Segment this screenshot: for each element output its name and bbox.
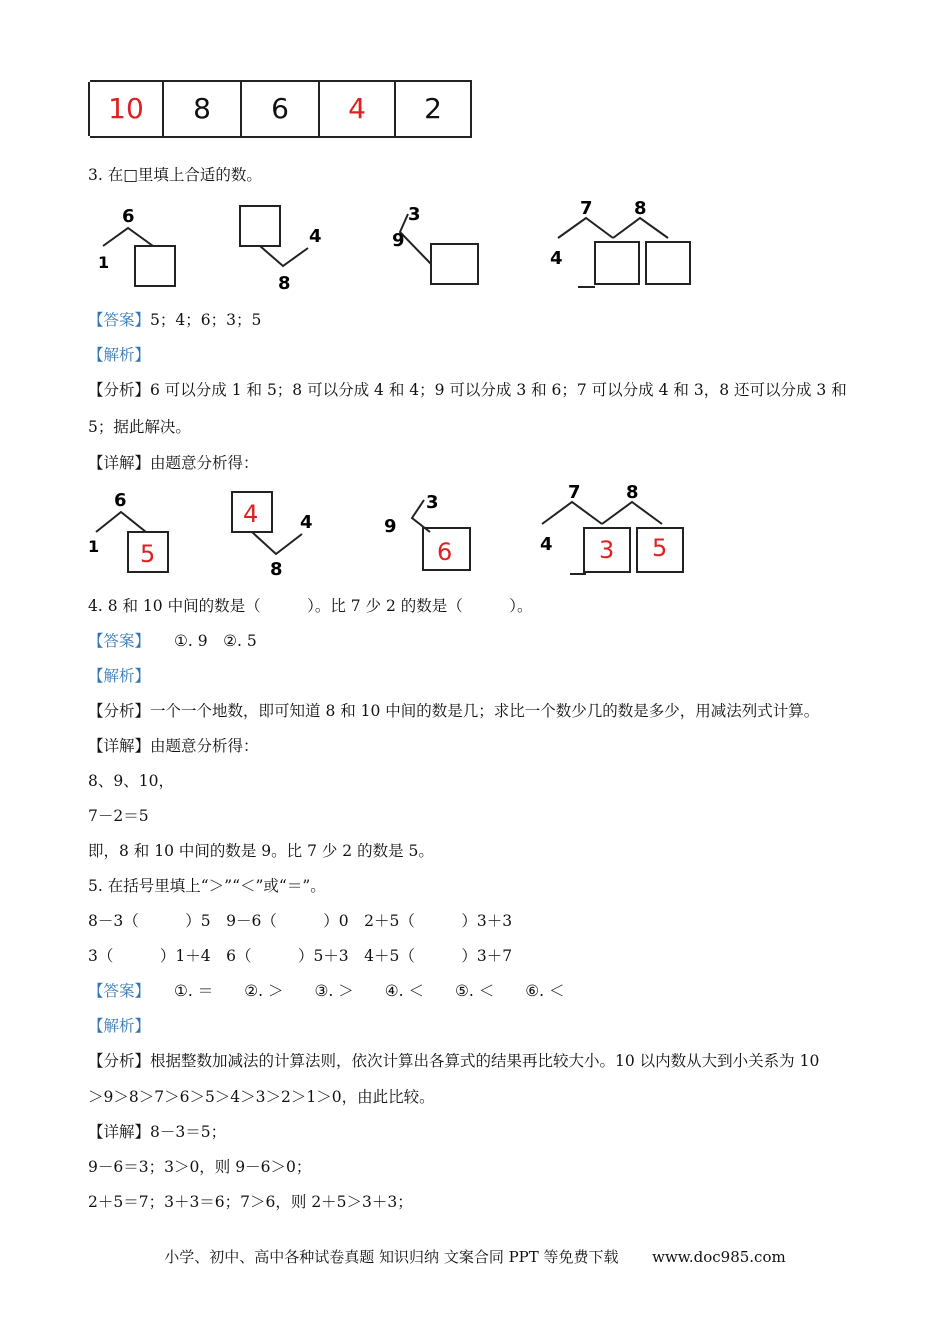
q4-answer: 【答案】 ①. 9 ②. 5 [88, 632, 257, 650]
number-strip [90, 80, 472, 138]
page-footer [0, 1246, 950, 1267]
q3-num-3: 3 [408, 204, 421, 225]
q3-num-6: 6 [122, 206, 135, 227]
q5-answer: 【答案】 ①. ＝ ②. ＞ ③. ＞ ④. ＜ ⑤. ＜ ⑥. ＜ [88, 982, 565, 1000]
q3-fenxi: 【分析】6 可以分成 1 和 5；8 可以分成 4 和 4；9 可以分成 3 和 6；7 可以分成 4 和 3，8 还可以分成 3 和 [88, 381, 847, 399]
q3-num-9: 9 [392, 230, 405, 251]
strip-cell-5: 2 [424, 92, 442, 125]
solution-num-6: 6 [114, 490, 127, 511]
strip-cell-3: 6 [271, 92, 289, 125]
q3-analysis-label: 【解析】 [88, 346, 151, 364]
q3-xiangjie: 【详解】由题意分析得： [88, 454, 259, 472]
solution-num-9: 9 [384, 516, 397, 537]
q3-num-7: 7 [580, 198, 593, 219]
solution-filled-5a: 5 [140, 540, 156, 568]
q5-xiangjie: 【详解】8－3＝5； [88, 1123, 227, 1141]
q3-num-4b: 4 [550, 248, 563, 269]
solution-filled-3: 3 [599, 536, 615, 564]
q4-fenxi: 【分析】一个一个地数，即可知道 8 和 10 中间的数是几；求比一个数少几的数是多少，用减法列式计算。 [88, 702, 820, 720]
q5-fenxi: 【分析】根据整数加减法的计算法则，依次计算出各算式的结果再比较大小。10 以内数从大到小关系为 10 [88, 1052, 820, 1070]
strip-cell-4: 4 [348, 92, 366, 125]
q3-solution-figure [84, 482, 704, 580]
solution-num-8b: 8 [626, 482, 639, 503]
solution-num-3: 3 [426, 492, 439, 513]
footer-link[interactable]: www.doc985.com [652, 1248, 786, 1266]
solution-num-7: 7 [568, 482, 581, 503]
solution-filled-4: 4 [243, 500, 259, 528]
q3-question: 3. 在□里填上合适的数。 [88, 166, 262, 184]
q4-line-2: 7－2＝5 [88, 807, 149, 825]
strip-cell-1: 10 [108, 92, 144, 125]
solution-filled-6: 6 [437, 538, 453, 566]
q4-analysis-label: 【解析】 [88, 667, 151, 685]
solution-num-8: 8 [270, 559, 283, 580]
q3-num-8: 8 [278, 273, 291, 294]
strip-cell-2: 8 [193, 92, 211, 125]
q3-fenxi-cont: 5；据此解决。 [88, 418, 191, 436]
solution-num-4b: 4 [540, 534, 553, 555]
q4-line-3: 即，8 和 10 中间的数是 9。比 7 少 2 的数是 5。 [88, 842, 434, 860]
footer-text: 小学、初中、高中各种试卷真题 知识归纳 文案合同 PPT 等免费下载 [164, 1248, 619, 1266]
solution-filled-5b: 5 [652, 534, 668, 562]
q5-row-1: 8－3（ ）5 9－6（ ）0 2＋5（ ）3＋3 [88, 912, 513, 930]
q5-line-1: 9－6＝3；3＞0，则 9－6＞0； [88, 1158, 312, 1176]
q3-num-1: 1 [98, 253, 110, 272]
solution-num-4: 4 [300, 512, 313, 533]
q5-line-2: 2＋5＝7；3＋3＝6；7＞6，则 2＋5＞3＋3； [88, 1193, 413, 1211]
solution-num-1: 1 [88, 537, 100, 556]
q3-figure [88, 196, 708, 294]
q4-line-1: 8、9、10， [88, 772, 174, 790]
q4-question: 4. 8 和 10 中间的数是（ ）。比 7 少 2 的数是（ ）。 [88, 597, 533, 615]
q3-num-4: 4 [309, 226, 322, 247]
q5-fenxi-cont: ＞9＞8＞7＞6＞5＞4＞3＞2＞1＞0，由此比较。 [88, 1088, 435, 1106]
q5-analysis-label: 【解析】 [88, 1017, 151, 1035]
q5-question: 5. 在括号里填上“＞”“＜”或“＝”。 [88, 877, 326, 895]
q3-num-8b: 8 [634, 198, 647, 219]
q5-row-2: 3（ ）1＋4 6（ ）5＋3 4＋5（ ）3＋7 [88, 947, 513, 965]
q4-xiangjie: 【详解】由题意分析得： [88, 737, 259, 755]
q3-answer: 【答案】5；4；6；3；5 [88, 311, 262, 329]
